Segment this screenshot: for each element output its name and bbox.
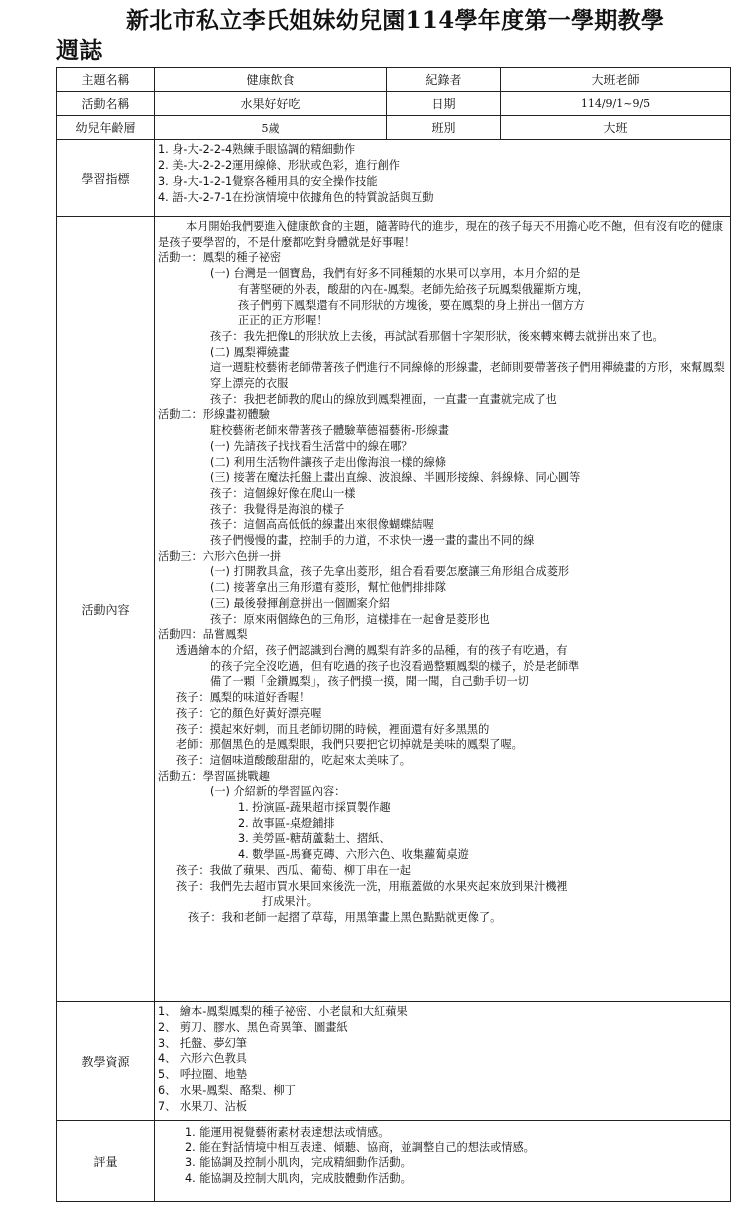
child-quote: 孩子：它的顏色好黃好漂亮喔 [176, 706, 322, 720]
row-theme [57, 68, 731, 92]
text-line: (二) 利用生活物件讓孩子走出像海浪一樣的線條 [210, 455, 447, 469]
content-intro: 本月開始我們要進入健康飲食的主題，隨著時代的進步，現在的孩子每天不用擔心吃不飽，但有沒有吃的健康是孩子要學習的，不是什麼都吃對身體就是好事喔！ [158, 220, 724, 249]
text-line: 駐校藝術老師來帶著孩子體驗華德福藝術-形線畫 [210, 424, 449, 438]
theme-label: 主題名稱 [57, 68, 155, 92]
activity-label: 活動名稱 [57, 92, 155, 116]
text-line: (三) 接著在魔法托盤上畫出直線、波浪線、半圓形接線、斜線條、同心圓等 [210, 471, 581, 485]
child-quote: 孩子：這個高高低低的線畫出來很像蝴蝶結喔 [210, 518, 434, 532]
row-content [57, 217, 731, 1002]
child-quote: 孩子：我覺得是海浪的樣子 [210, 502, 345, 516]
text-line: (二) 接著拿出三角形還有菱形，幫忙他們排排隊 [210, 581, 447, 595]
list-item: 3. 身-大-1-2-1覺察各種用具的安全操作技能 [158, 175, 378, 188]
child-quote: 孩子：這個線好像在爬山一樣 [210, 486, 356, 500]
class-value: 大班 [501, 116, 731, 140]
title-line-2: 週誌 [56, 37, 103, 64]
child-quote: 孩子：我們先去超市買水果回來後洗一洗，用瓶蓋做的水果夾起來放到果汁機裡 [176, 879, 568, 893]
text-line: (一) 介紹新的學習區內容： [210, 785, 346, 799]
child-quote: 孩子：我做了蘋果、西瓜、葡萄、柳丁串在一起 [176, 863, 411, 877]
child-quote: 孩子：原來兩個綠色的三角形，這樣排在一起會是菱形也 [210, 612, 490, 626]
text-line: 備了一顆「金鑽鳳梨」，孩子們摸一摸，聞一聞，自己動手切一切 [210, 675, 529, 689]
list-item: 4. 能協調及控制大肌肉，完成肢體動作活動。 [185, 1171, 412, 1185]
child-quote: 孩子：摸起來好刺，而且老師切開的時候，裡面還有好多黑黑的 [176, 722, 490, 736]
child-quote: 孩子：這個味道酸酸甜甜的，吃起來太美味了。 [176, 753, 411, 767]
list-item: 4、 六形六色教具 [158, 1052, 247, 1066]
evaluation-list [155, 1121, 731, 1202]
list-item: 4. 語-大-2-7-1在扮演情境中依據角色的特質說話與互動 [158, 191, 434, 204]
content-label: 活動內容 [57, 217, 155, 1002]
text-line: 孩子們慢慢的畫，控制手的力道，不求快一邊一畫的畫出不同的線 [210, 534, 535, 548]
indicators-label: 學習指標 [57, 140, 155, 217]
list-item: 2. 故事區-桌燈鋪排 [238, 816, 335, 830]
list-item: 2. 能在對話情境中相互表達、傾聽、協商，並調整自己的想法或情感。 [185, 1141, 535, 1155]
activity-5-title: 活動五：學習區挑戰趣 [158, 769, 270, 783]
list-item: 1. 扮演區-蔬果超市採買製作趣 [238, 801, 391, 815]
activity-value: 水果好好吃 [155, 92, 387, 116]
child-quote: 孩子：我和老師一起摺了草莓，用黑筆畫上黑色點點就更像了。 [188, 910, 502, 924]
list-item: 4. 數學區-馬賽克磚、六形六色、收集蘿蔔桌遊 [238, 848, 469, 862]
activity-3-title: 活動三：六形六色拼一拼 [158, 549, 282, 563]
theme-value: 健康飲食 [155, 68, 387, 92]
child-quote: 孩子：鳳梨的味道好香喔！ [176, 691, 311, 705]
weekly-log-table [56, 67, 731, 1202]
text-line: 這一週駐校藝術老師帶著孩子們進行不同線條的形線畫，老師則要帶著孩子們用禪繞畫的方形，來幫鳳梨穿上漂亮的衣服 [210, 361, 725, 391]
recorder-value: 大班老師 [501, 68, 731, 92]
age-label: 幼兒年齡層 [57, 116, 155, 140]
text-line: (一) 先請孩子找找看生活當中的線在哪？ [210, 439, 413, 453]
list-item: 2、 剪刀、膠水、黑色奇異筆、圖畫紙 [158, 1020, 348, 1034]
recorder-label: 紀錄者 [387, 68, 501, 92]
resources-list [155, 1002, 731, 1121]
page-title [56, 6, 726, 66]
activity-2-title: 活動二：形線畫初體驗 [158, 408, 270, 422]
row-age [57, 116, 731, 140]
activity-1-title: 活動一：鳳梨的種子祕密 [158, 251, 282, 265]
indicators-list [155, 140, 731, 217]
row-evaluation [57, 1121, 731, 1202]
list-item: 3. 能協調及控制小肌肉，完成精細動作活動。 [185, 1156, 412, 1170]
class-label: 班別 [387, 116, 501, 140]
list-item: 1、 繪本-鳳梨鳳梨的種子祕密、小老鼠和大紅蘋果 [158, 1005, 408, 1018]
text-line: (三) 最後發揮創意拼出一個圖案介紹 [210, 596, 391, 610]
text-line: 打成果汁。 [262, 895, 318, 909]
list-item: 6、 水果-鳳梨、酪梨、柳丁 [158, 1083, 296, 1097]
age-value: 5歲 [155, 116, 387, 140]
evaluation-label: 評量 [57, 1121, 155, 1202]
text-line: 的孩子完全沒吃過，但有吃過的孩子也沒看過整顆鳳梨的樣子，於是老師準 [210, 659, 580, 673]
child-quote: 孩子：我把老師教的爬山的線放到鳳梨裡面，一直畫一直畫就完成了也 [210, 392, 557, 406]
text-line: 有著堅硬的外表，酸甜的內在-鳳梨。老師先給孩子玩鳳梨俄羅斯方塊， [238, 282, 589, 296]
list-item: 1. 能運用視覺藝術素材表達想法或情感。 [185, 1126, 390, 1139]
text-line: (一) 打開教具盒，孩子先拿出菱形，組合看看要怎麼讓三角形組合成菱形 [210, 565, 570, 579]
activity-4-title: 活動四：品嘗鳳梨 [158, 628, 248, 642]
list-item: 3、 托盤、夢幻筆 [158, 1036, 247, 1050]
list-item: 2. 美-大-2-2-2運用線條、形狀或色彩，進行創作 [158, 159, 400, 172]
text-line: 孩子們剪下鳳梨還有不同形狀的方塊後，要在鳳梨的身上拼出一個方方 [238, 298, 585, 312]
title-line-1: 新北市私立李氏姐妹幼兒園114學年度第一學期教學 [126, 7, 665, 34]
row-resources [57, 1002, 731, 1121]
list-item: 5、 呼拉圈、地墊 [158, 1068, 247, 1082]
text-line: 正正的正方形喔！ [238, 314, 328, 328]
resources-label: 教學資源 [57, 1002, 155, 1121]
text-line: (一) 台灣是一個寶島，我們有好多不同種類的水果可以享用，本月介紹的是 [210, 267, 581, 281]
date-label: 日期 [387, 92, 501, 116]
list-item: 3. 美勞區-糖葫蘆黏土、摺紙、 [238, 832, 391, 846]
content-body [155, 217, 731, 1002]
text-line: (二) 鳳梨禪繞畫 [210, 345, 290, 359]
list-item: 7、 水果刀、沾板 [158, 1099, 247, 1113]
list-item: 1. 身-大-2-2-4熟練手眼協調的精細動作 [158, 143, 356, 156]
text-line: 透過繪本的介紹，孩子們認識到台灣的鳳梨有許多的品種，有的孩子有吃過，有 [176, 643, 568, 657]
child-quote: 孩子：我先把像L的形狀放上去後，再試試看那個十字架形狀，後來轉來轉去就拼出來了也。 [210, 329, 664, 343]
row-indicators [57, 140, 731, 217]
teacher-quote: 老師：那個黑色的是鳳梨眼，我們只要把它切掉就是美味的鳳梨了喔。 [176, 738, 523, 752]
row-activity [57, 92, 731, 116]
date-value: 114/9/1~9/5 [501, 92, 731, 116]
